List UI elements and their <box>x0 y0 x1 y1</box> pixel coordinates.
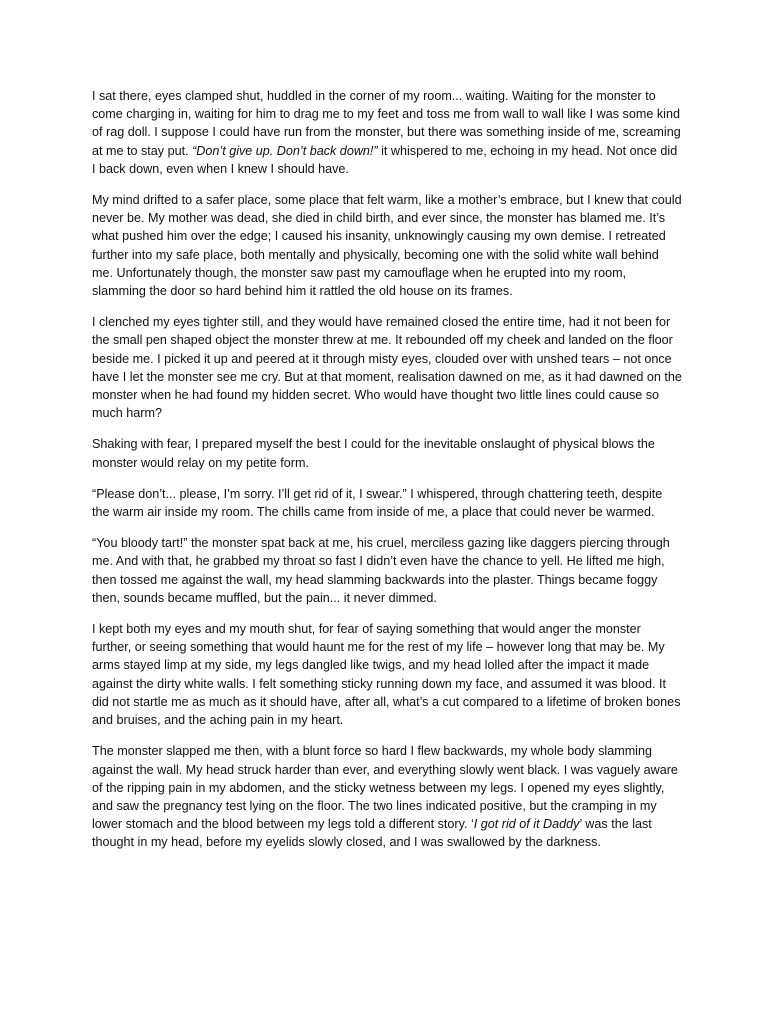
paragraph-2-text: My mind drifted to a safer place, some place that felt warm, like a mother’s embrace, but I knew that could never be. My mother was dead, she died in child birth, and ever since, the monster has blamed me. It’s what pushed him over the edge; I caused his insanity, unknowingly causing my own demise. I retreated further into my safe place, both mentally and physically, becoming one with the solid white wall behind me. Unfortunately though, the monster saw past my camouflage when he erupted into my room, slamming the door so hard behind him it rattled the old house on its frames. <box>92 193 682 299</box>
paragraph-1 <box>92 87 682 178</box>
paragraph-7-text: I kept both my eyes and my mouth shut, for fear of saying something that would anger the monster further, or seeing something that would haunt me for the rest of my life – however long that may be. My arms stayed limp at my side, my legs dangled like twigs, and my head lolled after the impact it made against the dirty white walls. I felt something sticky running down my face, and assumed it was blood. It did not startle me as much as it should have, after all, what’s a cut compared to a lifetime of broken bones and bruises, and the aching pain in my heart. <box>92 622 681 728</box>
document-page <box>92 87 682 865</box>
paragraph-8 <box>92 742 682 851</box>
paragraph-6-text: “You bloody tart!” the monster spat back at me, his cruel, merciless gazing like daggers piercing through me. And with that, he grabbed my throat so fast I didn’t even have the chance to yell. He lifted me high, then tossed me against the wall, my head slamming backwards into the plaster. Things became foggy then, sounds became muffled, but the pain... it never dimmed. <box>92 536 670 605</box>
paragraph-6 <box>92 534 682 607</box>
paragraph-5-text: “Please don’t... please, I’m sorry. I’ll get rid of it, I swear.” I whispered, through chattering teeth, despite the warm air inside my room. The chills came from inside of me, a place that could never be warmed. <box>92 486 663 520</box>
paragraph-8-text-end: ’ was the last thought in my head, before my eyelids slowly closed, and I was swallowed by the darkness. <box>92 817 652 850</box>
paragraph-1-text: I sat there, eyes clamped shut, huddled in the corner of my room... waiting. Waiting for the monster to come charging in, waiting for him to drag me to my feet and toss me from wall to wall like I was some kind of rag doll. I suppose I could have run from the monster, but there was something inside of me, screaming at me to stay put. <box>92 89 681 158</box>
paragraph-8-text: The monster slapped me then, with a blunt force so hard I flew backwards, my whole body slamming against the wall. My head struck harder than ever, and everything slowly went black. I was vaguely aware of the ripping pain in my abdomen, and the sticky wetness between my legs. I opened my eyes slightly, and saw the pregnancy test lying on the floor. The two lines indicated positive, but the cramping in my lower stomach and the blood between my legs told a different story. ‘ <box>92 744 678 832</box>
paragraph-8-thought: I got rid of it Daddy <box>473 817 580 832</box>
paragraph-4-text: Shaking with fear, I prepared myself the best I could for the inevitable onslaught of physical blows the monster would relay on my petite form. <box>92 437 655 470</box>
paragraph-7 <box>92 620 682 729</box>
paragraph-3 <box>92 313 682 422</box>
paragraph-1-text-end: it whispered to me, echoing in my head. Not once did I back down, even when I knew I should have. <box>92 143 678 176</box>
paragraph-2 <box>92 191 682 300</box>
paragraph-4 <box>92 435 682 471</box>
paragraph-5 <box>92 485 682 521</box>
paragraph-3-text: I clenched my eyes tighter still, and they would have remained closed the entire time, had it not been for the small pen shaped object the monster threw at me. It rebounded off my cheek and landed on the floor beside me. I picked it up and peered at it through misty eyes, clouded over with unshed tears – not once have I let the monster see me cry. But at that moment, realisation dawned on me, as it had dawned on the monster when he had found my hidden secret. Who would have thought two little lines could cause so much harm? <box>92 315 682 421</box>
paragraph-1-quote: “Don’t give up. Don’t back down!” <box>192 143 378 158</box>
